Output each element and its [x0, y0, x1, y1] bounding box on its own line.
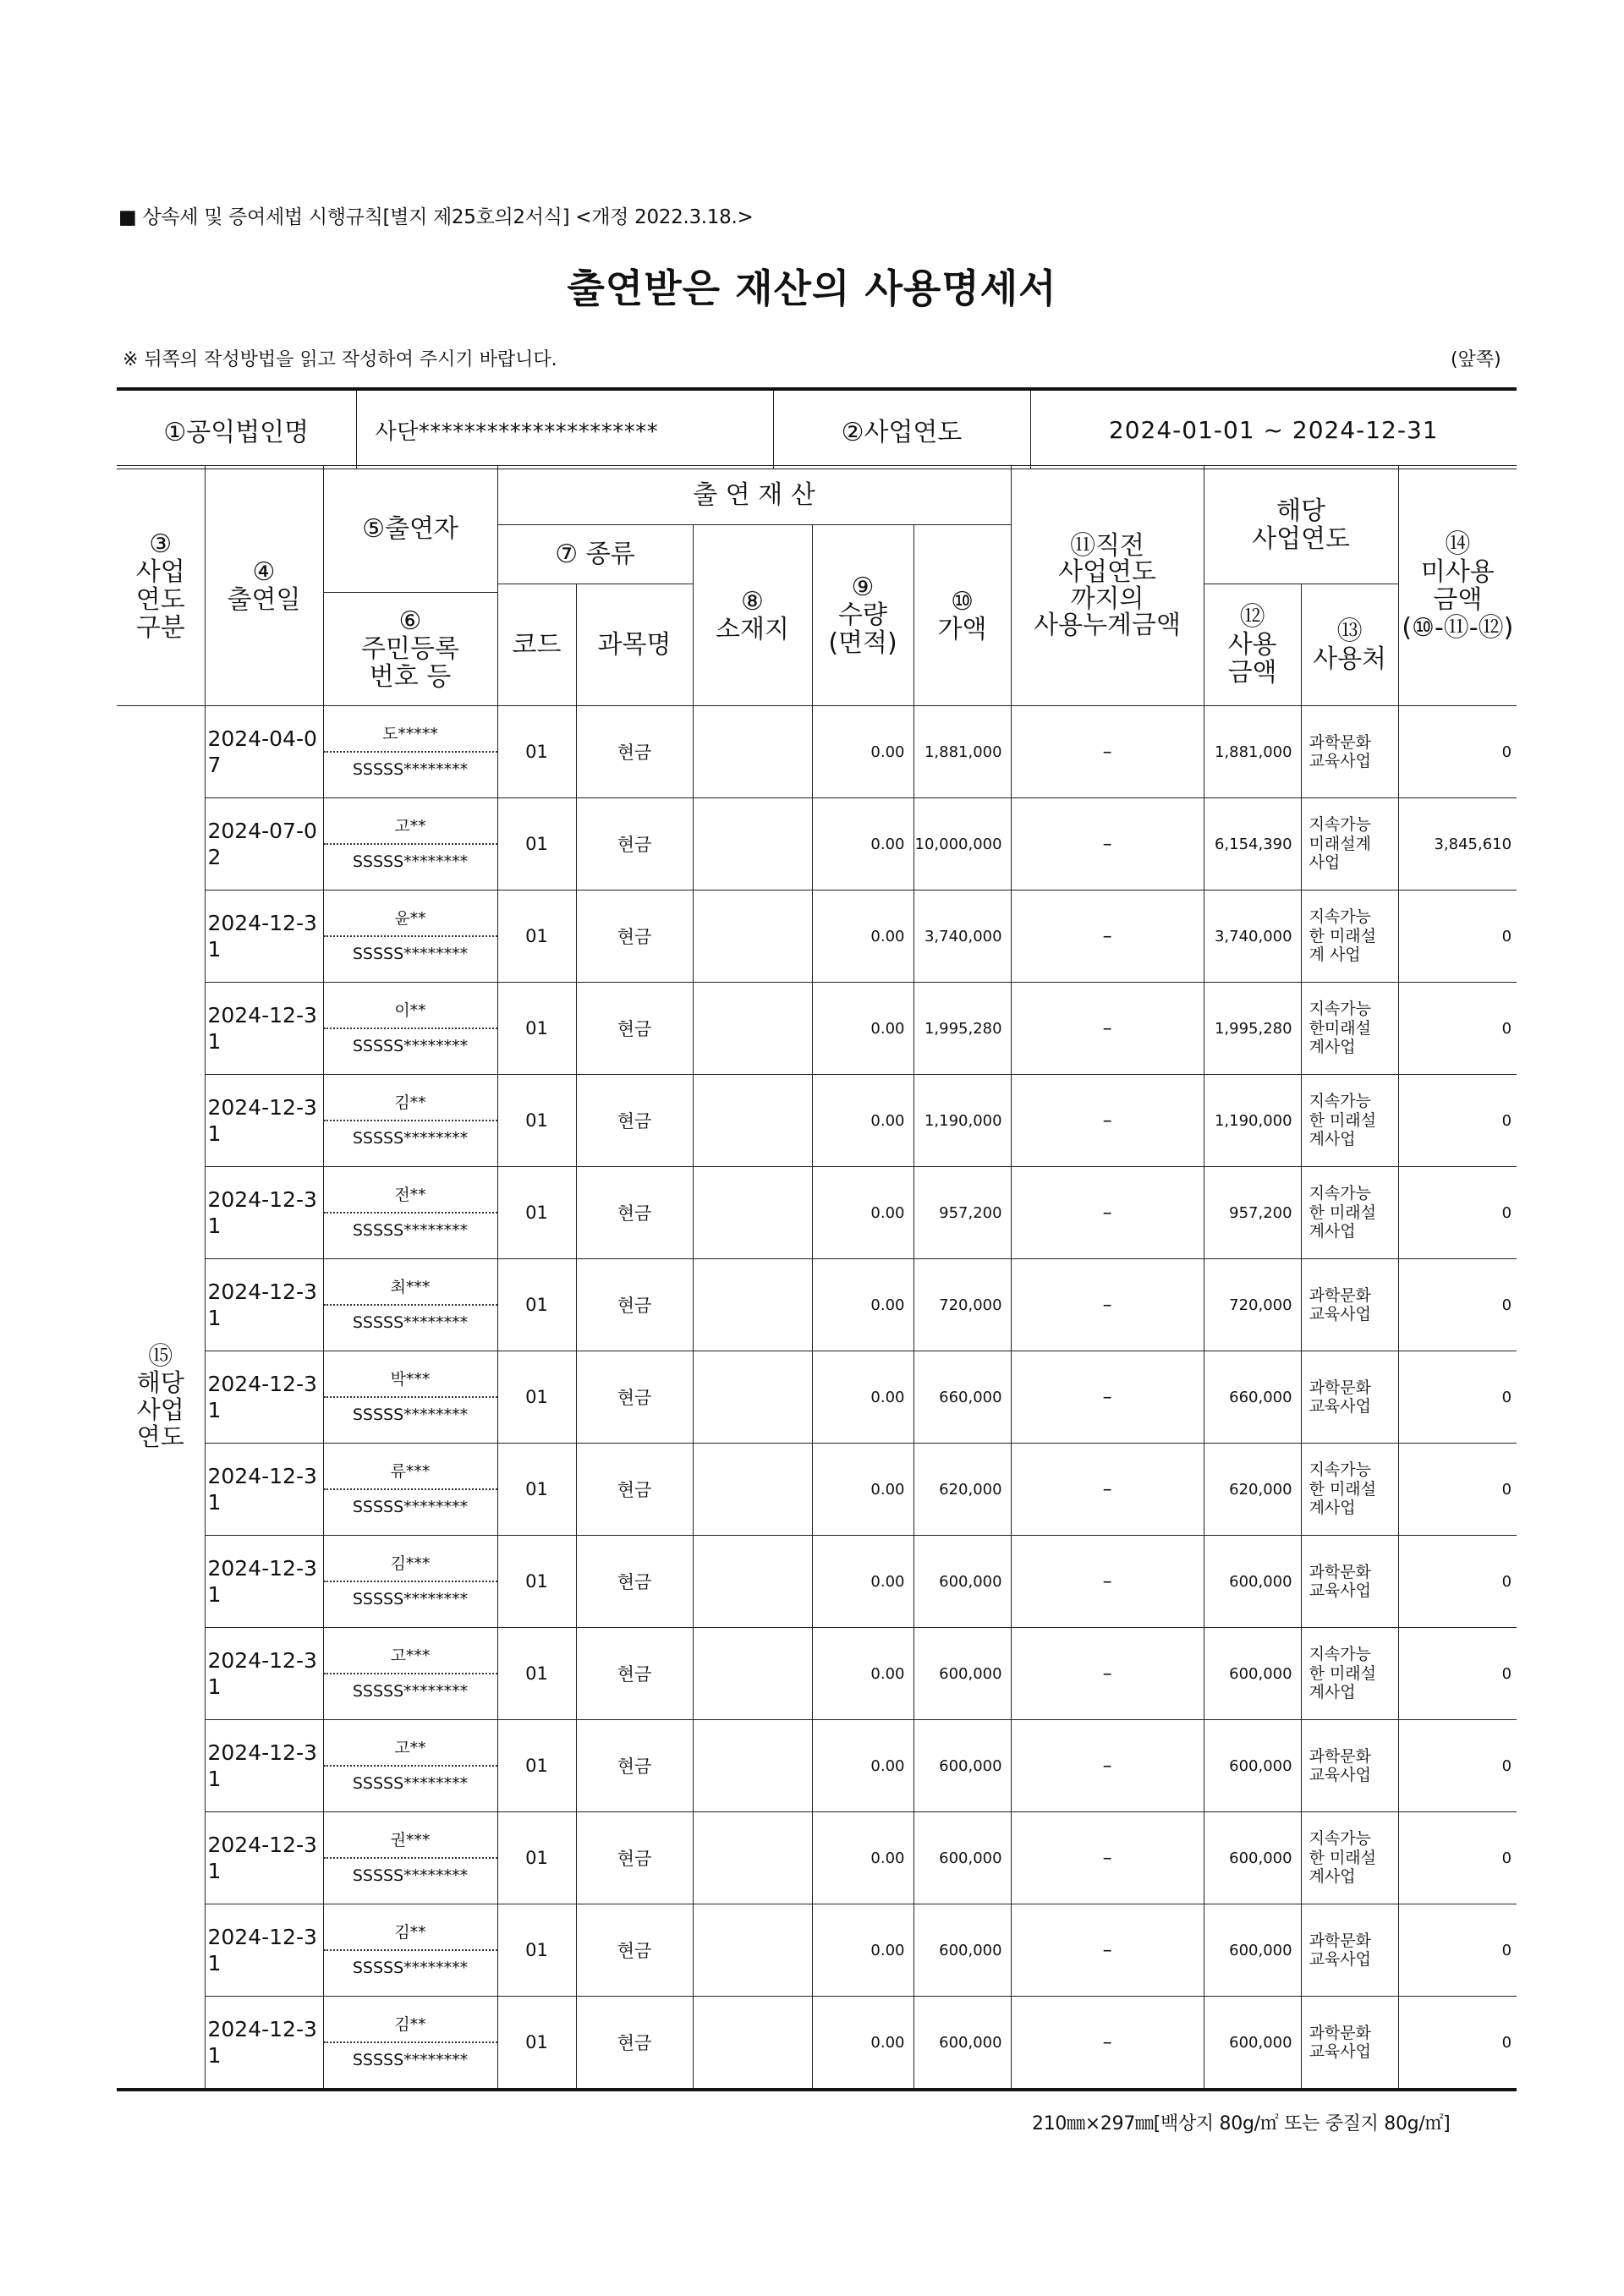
- donor-id: SSSSS********: [352, 1406, 469, 1424]
- donor-id: SSSSS********: [352, 1590, 469, 1608]
- property-code: 01: [497, 1997, 576, 2091]
- donation-date: 2024-12-31: [205, 1812, 323, 1904]
- unused-amount: 0: [1398, 1351, 1517, 1444]
- business-year-label: ②사업연도: [773, 389, 1030, 469]
- property-value: 720,000: [914, 1259, 1011, 1351]
- table-row: [117, 1812, 1517, 1904]
- prior-usage-amount: –: [1011, 798, 1204, 890]
- unused-amount: 0: [1398, 1812, 1517, 1904]
- property-code: 01: [497, 1444, 576, 1536]
- used-amount: 957,200: [1204, 1167, 1301, 1259]
- property-location: [693, 1812, 812, 1904]
- used-amount: 6,154,390: [1204, 798, 1301, 890]
- paper-spec-footer: 210㎜×297㎜[백상지 80g/㎡ 또는 중질지 80g/㎡]: [1032, 2113, 1451, 2134]
- col-donated-property: 출 연 재 산: [497, 466, 1011, 525]
- unused-amount: 0: [1398, 1904, 1517, 1997]
- property-quantity: 0.00: [812, 798, 914, 890]
- donor-cell: [323, 1259, 497, 1351]
- used-amount: 600,000: [1204, 1536, 1301, 1628]
- unused-amount: 0: [1398, 983, 1517, 1075]
- col-used-amount: ⑫ 사용 금액: [1204, 584, 1301, 706]
- property-account: 현금: [576, 798, 693, 890]
- property-value: 1,995,280: [914, 983, 1011, 1075]
- table-row: [117, 1536, 1517, 1628]
- property-location: [693, 1444, 812, 1536]
- prior-usage-amount: –: [1011, 1351, 1204, 1444]
- col-unused-amount: ⑭ 미사용 금액 (⑩-⑪-⑫): [1398, 466, 1517, 706]
- property-account: 현금: [576, 1167, 693, 1259]
- property-location: [693, 983, 812, 1075]
- prior-usage-amount: –: [1011, 1075, 1204, 1167]
- col-current-year: 해당 사업연도: [1204, 466, 1398, 584]
- donor-name: 김**: [324, 1086, 497, 1121]
- donor-cell: [323, 1720, 497, 1812]
- donor-name: 고***: [324, 1639, 497, 1674]
- property-location: [693, 798, 812, 890]
- col-year-category: ③ 사업 연도 구분: [117, 466, 205, 706]
- property-account: 현금: [576, 1997, 693, 2091]
- table-row: [117, 890, 1517, 983]
- property-account: 현금: [576, 890, 693, 983]
- col-code: 코드: [497, 584, 576, 706]
- property-account: 현금: [576, 1351, 693, 1444]
- unused-amount: 0: [1398, 1259, 1517, 1351]
- donation-date: 2024-12-31: [205, 1075, 323, 1167]
- property-quantity: 0.00: [812, 1812, 914, 1904]
- use-place: 지속가능 한 미래설 계사업: [1301, 1812, 1398, 1904]
- used-amount: 600,000: [1204, 1812, 1301, 1904]
- donor-name: 박***: [324, 1362, 497, 1398]
- property-location: [693, 1997, 812, 2091]
- used-amount: 660,000: [1204, 1351, 1301, 1444]
- property-code: 01: [497, 1075, 576, 1167]
- property-account: 현금: [576, 1444, 693, 1536]
- table-row: [117, 1997, 1517, 2091]
- property-value: 600,000: [914, 1997, 1011, 2091]
- property-location: [693, 1904, 812, 1997]
- property-code: 01: [497, 1904, 576, 1997]
- property-quantity: 0.00: [812, 1904, 914, 1997]
- property-account: 현금: [576, 1904, 693, 1997]
- donor-cell: [323, 1075, 497, 1167]
- donor-id: SSSSS********: [352, 1037, 469, 1055]
- donor-cell: [323, 1444, 497, 1536]
- donation-date: 2024-12-31: [205, 1720, 323, 1812]
- used-amount: 1,995,280: [1204, 983, 1301, 1075]
- donor-name: 도*****: [324, 717, 497, 753]
- donor-name: 김***: [324, 1547, 497, 1582]
- table-row: [117, 1351, 1517, 1444]
- property-location: [693, 1351, 812, 1444]
- donor-id: SSSSS********: [352, 2051, 469, 2069]
- property-code: 01: [497, 890, 576, 983]
- donor-id: SSSSS********: [352, 1498, 469, 1516]
- property-quantity: 0.00: [812, 1628, 914, 1720]
- donor-name: 김**: [324, 1915, 497, 1951]
- unused-amount: 0: [1398, 1075, 1517, 1167]
- donation-date: 2024-12-31: [205, 1628, 323, 1720]
- donation-usage-table: [117, 465, 1517, 2091]
- unused-amount: 3,845,610: [1398, 798, 1517, 890]
- table-row: [117, 1075, 1517, 1167]
- form-reference: ■ 상속세 및 증여세법 시행규칙[별지 제25호의2서식] <개정 2022.3.18.>: [118, 206, 754, 228]
- property-location: [693, 1075, 812, 1167]
- use-place: 지속가능 한 미래설 계사업: [1301, 1628, 1398, 1720]
- use-place: 과학문화 교육사업: [1301, 1259, 1398, 1351]
- donor-name: 전**: [324, 1178, 497, 1214]
- property-location: [693, 890, 812, 983]
- donor-id: SSSSS********: [352, 1313, 469, 1332]
- donor-id: SSSSS********: [352, 852, 469, 871]
- property-value: 957,200: [914, 1167, 1011, 1259]
- col-property-type: ⑦ 종류: [497, 525, 693, 584]
- donation-date: 2024-12-31: [205, 890, 323, 983]
- donor-name: 이**: [324, 994, 497, 1029]
- used-amount: 600,000: [1204, 1720, 1301, 1812]
- property-code: 01: [497, 1259, 576, 1351]
- donor-name: 김**: [324, 2008, 497, 2043]
- donor-name: 고**: [324, 1731, 497, 1767]
- prior-usage-amount: –: [1011, 1444, 1204, 1536]
- donor-id: SSSSS********: [352, 1959, 469, 1977]
- used-amount: 1,190,000: [1204, 1075, 1301, 1167]
- property-code: 01: [497, 1167, 576, 1259]
- donor-id: SSSSS********: [352, 1129, 469, 1148]
- used-amount: 600,000: [1204, 1997, 1301, 2091]
- property-code: 01: [497, 1720, 576, 1812]
- used-amount: 600,000: [1204, 1904, 1301, 1997]
- property-quantity: 0.00: [812, 890, 914, 983]
- donation-date: 2024-12-31: [205, 1167, 323, 1259]
- property-quantity: 0.00: [812, 1720, 914, 1812]
- donor-cell: [323, 706, 497, 798]
- property-quantity: 0.00: [812, 1536, 914, 1628]
- property-code: 01: [497, 1536, 576, 1628]
- donor-id: SSSSS********: [352, 1866, 469, 1885]
- donor-name: 윤**: [324, 901, 497, 937]
- col-prior-usage: ⑪직전 사업연도 까지의 사용누계금액: [1011, 466, 1204, 706]
- donor-cell: [323, 1628, 497, 1720]
- property-code: 01: [497, 983, 576, 1075]
- property-quantity: 0.00: [812, 1167, 914, 1259]
- property-value: 600,000: [914, 1536, 1011, 1628]
- prior-usage-amount: –: [1011, 1904, 1204, 1997]
- table-row: [117, 706, 1517, 798]
- property-value: 660,000: [914, 1351, 1011, 1444]
- property-value: 600,000: [914, 1628, 1011, 1720]
- property-account: 현금: [576, 1259, 693, 1351]
- donation-date: 2024-04-07: [205, 706, 323, 798]
- page-title: 출연받은 재산의 사용명세서: [567, 266, 1057, 311]
- col-account: 과목명: [576, 584, 693, 706]
- property-code: 01: [497, 1628, 576, 1720]
- property-value: 600,000: [914, 1904, 1011, 1997]
- donor-id: SSSSS********: [352, 1774, 469, 1793]
- instruction-note: ※ 뒤쪽의 작성방법을 읽고 작성하여 주시기 바랍니다.: [123, 349, 557, 370]
- property-account: 현금: [576, 1628, 693, 1720]
- prior-usage-amount: –: [1011, 706, 1204, 798]
- property-value: 600,000: [914, 1720, 1011, 1812]
- donor-cell: [323, 1812, 497, 1904]
- prior-usage-amount: –: [1011, 1720, 1204, 1812]
- table-row: [117, 1259, 1517, 1351]
- prior-usage-amount: –: [1011, 983, 1204, 1075]
- use-place: 지속가능 한 미래설 계사업: [1301, 1444, 1398, 1536]
- col-donor: ⑤출연자: [323, 466, 497, 593]
- donor-name: 최***: [324, 1270, 497, 1306]
- donor-cell: [323, 1167, 497, 1259]
- property-quantity: 0.00: [812, 1444, 914, 1536]
- donor-cell: [323, 983, 497, 1075]
- org-name-label: ①공익법인명: [117, 389, 356, 469]
- property-location: [693, 1167, 812, 1259]
- unused-amount: 0: [1398, 890, 1517, 983]
- use-place: 과학문화 교육사업: [1301, 1904, 1398, 1997]
- donor-cell: [323, 1904, 497, 1997]
- col-value: ⑩ 가액: [914, 525, 1011, 706]
- used-amount: 600,000: [1204, 1628, 1301, 1720]
- col-location: ⑧ 소재지: [693, 525, 812, 706]
- col-resident-id: ⑥ 주민등록 번호 등: [323, 593, 497, 706]
- donor-cell: [323, 1351, 497, 1444]
- unused-amount: 0: [1398, 1628, 1517, 1720]
- table-row: [117, 1444, 1517, 1536]
- table-row: [117, 1720, 1517, 1812]
- donor-id: SSSSS********: [352, 760, 469, 779]
- donor-cell: [323, 1536, 497, 1628]
- property-code: 01: [497, 706, 576, 798]
- table-row: [117, 1167, 1517, 1259]
- donation-date: 2024-12-31: [205, 983, 323, 1075]
- used-amount: 620,000: [1204, 1444, 1301, 1536]
- property-account: 현금: [576, 1536, 693, 1628]
- use-place: 과학문화 교육사업: [1301, 1720, 1398, 1812]
- used-amount: 3,740,000: [1204, 890, 1301, 983]
- property-location: [693, 1259, 812, 1351]
- property-code: 01: [497, 1351, 576, 1444]
- property-account: 현금: [576, 1075, 693, 1167]
- donation-date: 2024-12-31: [205, 1997, 323, 2091]
- use-place: 과학문화 교육사업: [1301, 706, 1398, 798]
- donation-date: 2024-12-31: [205, 1351, 323, 1444]
- donor-id: SSSSS********: [352, 1221, 469, 1240]
- property-location: [693, 706, 812, 798]
- prior-usage-amount: –: [1011, 1997, 1204, 2091]
- business-year-value: 2024-01-01 ~ 2024-12-31: [1030, 389, 1517, 469]
- col-donation-date: ④ 출연일: [205, 466, 323, 706]
- property-value: 10,000,000: [914, 798, 1011, 890]
- property-location: [693, 1536, 812, 1628]
- use-place: 지속가능 한 미래설 계사업: [1301, 1075, 1398, 1167]
- property-location: [693, 1720, 812, 1812]
- prior-usage-amount: –: [1011, 1536, 1204, 1628]
- donor-name: 류***: [324, 1455, 497, 1490]
- property-value: 600,000: [914, 1812, 1011, 1904]
- table-row: [117, 1628, 1517, 1720]
- property-account: 현금: [576, 983, 693, 1075]
- unused-amount: 0: [1398, 1444, 1517, 1536]
- prior-usage-amount: –: [1011, 1812, 1204, 1904]
- col-use-place: ⑬ 사용처: [1301, 584, 1398, 706]
- prior-usage-amount: –: [1011, 1628, 1204, 1720]
- unused-amount: 0: [1398, 706, 1517, 798]
- header-table: [117, 387, 1517, 469]
- use-place: 과학문화 교육사업: [1301, 1351, 1398, 1444]
- donation-date: 2024-12-31: [205, 1259, 323, 1351]
- donor-cell: [323, 798, 497, 890]
- donation-date: 2024-12-31: [205, 1444, 323, 1536]
- unused-amount: 0: [1398, 1997, 1517, 2091]
- property-quantity: 0.00: [812, 1075, 914, 1167]
- used-amount: 1,881,000: [1204, 706, 1301, 798]
- donor-cell: [323, 1997, 497, 2091]
- donor-id: SSSSS********: [352, 1682, 469, 1701]
- unused-amount: 0: [1398, 1536, 1517, 1628]
- property-location: [693, 1628, 812, 1720]
- use-place: 지속가능 한 미래설 계 사업: [1301, 890, 1398, 983]
- unused-amount: 0: [1398, 1720, 1517, 1812]
- property-quantity: 0.00: [812, 983, 914, 1075]
- property-code: 01: [497, 1812, 576, 1904]
- col-quantity: ⑨ 수량 (면적): [812, 525, 914, 706]
- org-name-value: 사단*********************: [356, 389, 773, 469]
- property-quantity: 0.00: [812, 706, 914, 798]
- property-quantity: 0.00: [812, 1351, 914, 1444]
- use-place: 과학문화 교육사업: [1301, 1536, 1398, 1628]
- use-place: 지속가능 한 미래설 계사업: [1301, 1167, 1398, 1259]
- donation-date: 2024-12-31: [205, 1536, 323, 1628]
- table-row: [117, 798, 1517, 890]
- donor-name: 고**: [324, 809, 497, 845]
- property-value: 620,000: [914, 1444, 1011, 1536]
- property-value: 3,740,000: [914, 890, 1011, 983]
- donation-date: 2024-12-31: [205, 1904, 323, 1997]
- use-place: 지속가능 한미래설 계사업: [1301, 983, 1398, 1075]
- page-side-label: (앞쪽): [1451, 349, 1501, 370]
- table-row: [117, 1904, 1517, 1997]
- donor-id: SSSSS********: [352, 945, 469, 963]
- property-account: 현금: [576, 706, 693, 798]
- property-quantity: 0.00: [812, 1997, 914, 2091]
- property-account: 현금: [576, 1812, 693, 1904]
- current-year-section-label: ⑮ 해당 사업 연도: [117, 706, 205, 2091]
- donor-cell: [323, 890, 497, 983]
- table-row: [117, 983, 1517, 1075]
- property-account: 현금: [576, 1720, 693, 1812]
- use-place: 과학문화 교육사업: [1301, 1997, 1398, 2091]
- prior-usage-amount: –: [1011, 1167, 1204, 1259]
- used-amount: 720,000: [1204, 1259, 1301, 1351]
- prior-usage-amount: –: [1011, 890, 1204, 983]
- donor-name: 권***: [324, 1823, 497, 1859]
- property-value: 1,190,000: [914, 1075, 1011, 1167]
- unused-amount: 0: [1398, 1167, 1517, 1259]
- property-quantity: 0.00: [812, 1259, 914, 1351]
- property-code: 01: [497, 798, 576, 890]
- use-place: 지속가능 미래설계 사업: [1301, 798, 1398, 890]
- donation-date: 2024-07-02: [205, 798, 323, 890]
- prior-usage-amount: –: [1011, 1259, 1204, 1351]
- property-value: 1,881,000: [914, 706, 1011, 798]
